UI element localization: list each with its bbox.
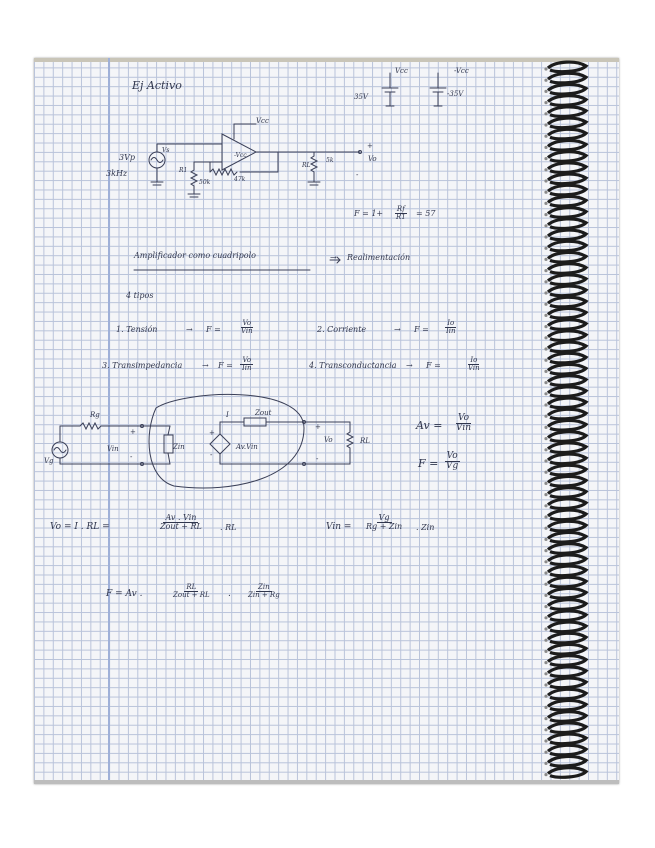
punch-hole [544,639,547,642]
zin-box [164,435,173,453]
punch-hole [544,471,547,474]
punch-hole [544,303,547,306]
two-port-circuit [52,394,353,488]
punch-hole [544,695,547,698]
opamp-circuit [149,124,362,197]
note-title: Ej Activo [132,79,182,92]
vo-eq-lhs: Vo = I . RL = [50,522,110,532]
f-eq-num: Vo [446,451,458,461]
punch-hole [544,549,547,552]
punch-hole [544,235,547,238]
spiral-coil [548,712,586,722]
spiral-coil [548,353,586,363]
spiral-coil [548,656,586,666]
spiral-coil [548,241,586,251]
r1-value: 50k [199,179,211,186]
vin-eq-tail: . Zin [416,523,435,532]
vin-plus: + [130,428,136,436]
spiral-coil [548,577,586,587]
rf-label: -Vcc [234,152,247,159]
spiral-coil [548,611,586,621]
punch-hole [544,706,547,709]
punch-hole [544,650,547,653]
vin-label: Vin [107,445,119,453]
f-final-dot: . [228,589,231,599]
type1-arrow: → [186,325,193,334]
punch-hole [544,627,547,630]
spiral-coil [548,387,586,397]
spiral-coil [548,118,586,128]
spiral-coil [548,566,586,576]
spiral-coil [548,622,586,632]
f-final-den2: Zin + Rg [248,591,280,600]
punch-hole [544,146,547,149]
punch-hole [544,269,547,272]
vo2-minus: - [316,455,319,463]
rl-label: RL [302,162,311,169]
spiral-coil [548,297,586,307]
punch-hole [544,459,547,462]
spiral-coil [548,252,586,262]
punch-hole [544,560,547,563]
vo-label: Vo [368,155,377,163]
punch-hole [544,482,547,485]
rg-resistor [80,423,101,429]
punch-hole [544,224,547,227]
rg-label: Rg [90,411,100,419]
spiral-coil [548,734,586,744]
punch-hole [544,403,547,406]
type4-den: Vin [468,364,480,373]
punch-hole [544,515,547,518]
punch-hole [544,202,547,205]
spiral-coil [548,443,586,453]
spiral-binding [542,58,592,784]
spiral-coil [548,510,586,520]
type3-arrow: → [202,361,209,370]
punch-hole [544,594,547,597]
punch-hole [544,135,547,138]
punch-hole [544,191,547,194]
spiral-coil [548,152,586,162]
vin-eq-lhs: Vin = [326,522,352,532]
spiral-coil [548,420,586,430]
spiral-coil [548,678,586,688]
rl2-resistor [347,432,353,448]
vin-minus: - [130,453,133,461]
notebook-page [34,58,619,784]
punch-hole [544,672,547,675]
punch-hole [544,112,547,115]
spiral-coil [548,230,586,240]
punch-hole [544,392,547,395]
rl2-label: RL [360,437,370,445]
punch-hole [544,336,547,339]
spiral-coil [548,454,586,464]
rl-resistor [311,156,317,172]
type4-num: Io [470,356,478,364]
type2-den: Iin [446,327,456,336]
type4-label: 4. Transconductancia [309,361,397,370]
type3-num: Vo [242,356,252,364]
vin-eq-num: Vg [378,513,390,522]
zout-label: Zout [255,409,272,417]
type1-eq: F = [206,325,221,334]
f-final-den1: Zout + RL [173,591,210,600]
rf-resistor [210,169,237,175]
av-eq-num: Vo [457,413,470,423]
spiral-coil [548,768,586,778]
spiral-coil [548,723,586,733]
type1-label: 1. Tensión [116,325,158,334]
topic-right: Realimentación [347,253,411,262]
source-frequency: 3kHz [106,169,128,178]
spiral-coil [548,689,586,699]
r1-label: R1 [179,167,188,174]
type1-den: Vin [241,327,253,336]
supply-left-voltage: 35V [354,93,368,101]
feedback-eq-result: = 57 [416,209,436,218]
dependent-source-symbol [210,434,230,454]
punch-hole [544,381,547,384]
punch-hole [544,67,547,70]
type2-eq: F = [414,325,429,334]
spiral-coil [548,129,586,139]
punch-hole [544,90,547,93]
types-heading: 4 tipos [126,291,154,300]
punch-hole [544,280,547,283]
spiral-coil [548,331,586,341]
source-amplitude: 3Vp [119,153,135,162]
type4-arrow: → [406,361,413,370]
spiral-coil [548,286,586,296]
spiral-coil [548,174,586,184]
spiral-coil [548,756,586,766]
vo2-plus: + [315,423,321,431]
spiral-coil [548,308,586,318]
spiral-coil [548,409,586,419]
spiral-coil [548,588,586,598]
punch-hole [544,79,547,82]
spiral-coil [548,275,586,285]
punch-hole [544,291,547,294]
punch-hole [544,751,547,754]
spiral-coil [548,465,586,475]
punch-hole [544,773,547,776]
punch-hole [544,762,547,765]
punch-hole [544,359,547,362]
dep-source-label: Av.Vin [236,443,258,451]
spiral-coil [548,364,586,374]
r1-resistor [191,170,197,186]
spiral-coil [548,140,586,150]
punch-hole [544,504,547,507]
punch-hole [544,583,547,586]
punch-hole [544,605,547,608]
punch-hole [544,739,547,742]
spiral-coil [548,96,586,106]
supply-symbols [382,73,446,106]
spiral-coil [548,555,586,565]
spiral-coil [548,600,586,610]
punch-hole [544,123,547,126]
type2-num: Io [447,319,455,327]
spiral-coil [548,398,586,408]
rf-value: 47k [234,176,246,183]
punch-hole [544,661,547,664]
feedback-eq-den: R1 [396,213,406,222]
spiral-coil [548,532,586,542]
spiral-coil [548,264,586,274]
spiral-coil [548,185,586,195]
circuit-drawings [34,58,619,784]
f-eq-lhs: F = [418,457,439,470]
type3-den: Iin [242,364,252,373]
spiral-coil [548,432,586,442]
punch-hole [544,258,547,261]
supply-right-voltage: -35V [447,90,464,98]
vo-eq-den: Zout + RL [160,522,202,532]
punch-hole [544,493,547,496]
type3-eq: F = [218,361,233,370]
punch-hole [544,325,547,328]
spiral-coil [548,208,586,218]
vo-plus: + [367,142,373,150]
punch-hole [544,616,547,619]
spiral-coil [548,544,586,554]
dep-plus: + [209,429,215,437]
punch-hole [544,571,547,574]
punch-hole [544,728,547,731]
spiral-coil [548,745,586,755]
f-final-lhs: F = Av . [106,589,143,599]
spiral-coil [548,499,586,509]
vs-label: Vs [162,147,170,154]
spiral-coil [548,163,586,173]
punch-hole [544,527,547,530]
punch-hole [544,314,547,317]
type1-num: Vo [242,319,252,327]
spiral-coil [548,196,586,206]
type3-label: 3. Transimpedancia [102,361,183,370]
f-final-num1: RL [186,583,197,591]
spiral-coil [548,73,586,83]
rl-value: 5k [326,157,334,164]
topic-arrow: → [330,253,337,262]
punch-hole [544,157,547,160]
dep-minus: - [210,451,213,459]
spiral-coil [548,644,586,654]
spiral-coil [548,342,586,352]
vin-eq-den: Rg + Zin [366,522,403,532]
punch-hole [544,717,547,720]
vcc-top-label: Vcc [256,117,269,125]
spiral-coil [548,667,586,677]
spiral-coil [548,521,586,531]
supply-neg-rail: -Vcc [454,67,469,75]
punch-hole [544,347,547,350]
type4-eq: F = [426,361,441,370]
f-eq-den: Vg [446,461,459,472]
current-i-label: I [226,411,229,419]
punch-hole [544,168,547,171]
vo-eq-tail: . RL [220,523,237,532]
feedback-eq-lhs: F = 1+ [354,209,384,218]
punch-hole [544,213,547,216]
spiral-coil [548,84,586,94]
zout-box [244,418,266,426]
punch-hole [544,179,547,182]
punch-hole [544,370,547,373]
vo2-label: Vo [324,436,333,444]
supply-pos-rail: Vcc [395,67,408,75]
av-eq-den: Vin [456,423,472,434]
vo-eq-num: Av . Vin [165,513,197,522]
vg-label: Vg [44,457,54,465]
feedback-eq-num: Rf [396,205,405,213]
punch-hole [544,538,547,541]
topic-left: Amplificador como cuadripolo [134,251,256,260]
spiral-coil [548,476,586,486]
spiral-coil [548,107,586,117]
type2-label: 2. Corriente [317,325,367,334]
type2-arrow: → [394,325,401,334]
punch-hole [544,101,547,104]
opamp-symbol [222,134,256,170]
punch-hole [544,426,547,429]
spiral-coil [548,376,586,386]
punch-hole [544,415,547,418]
spiral-coil [548,488,586,498]
av-eq-lhs: Av = [416,419,443,432]
spiral-coil [548,633,586,643]
spiral-coil [548,62,586,72]
punch-hole [544,247,547,250]
zin-label: Zin [173,443,185,451]
punch-hole [544,683,547,686]
spiral-coil [548,320,586,330]
punch-hole [544,448,547,451]
spiral-coil [548,700,586,710]
punch-hole [544,437,547,440]
vo-minus: - [356,171,359,179]
f-final-num2: Zin [258,583,270,591]
spiral-coil [548,219,586,229]
